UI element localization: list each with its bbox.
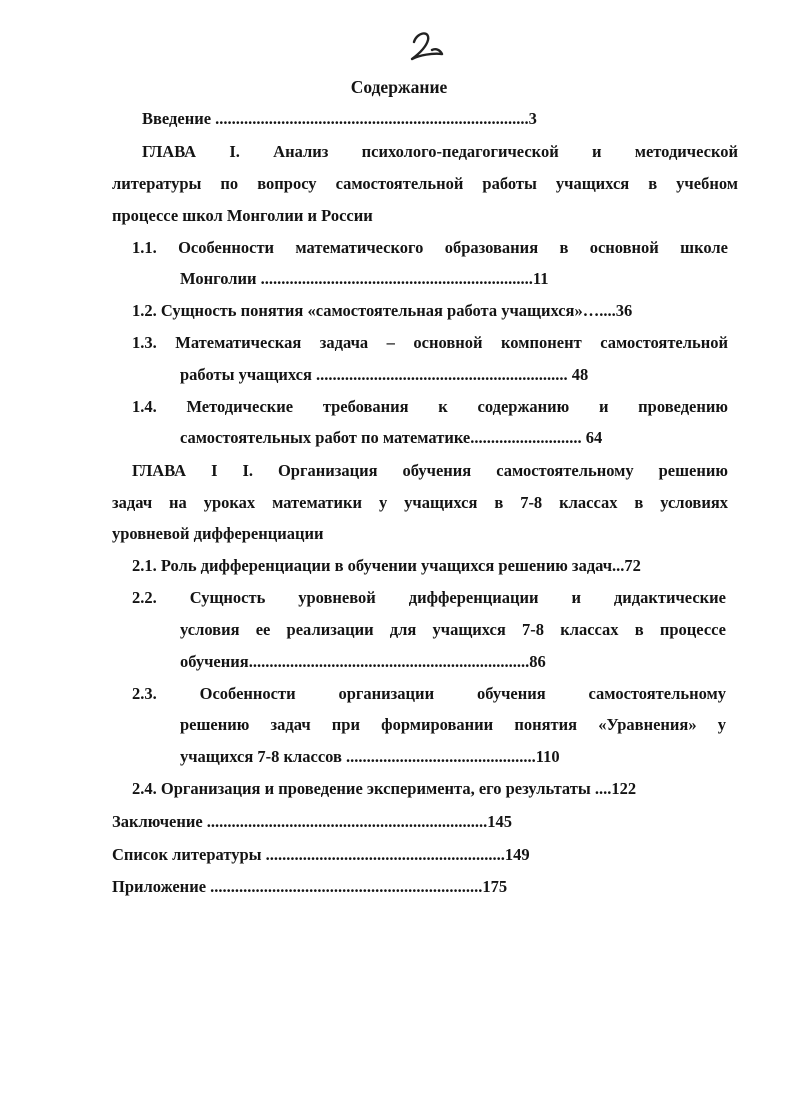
page-title: Содержание: [350, 77, 448, 97]
toc-section-1-4-line1: 1.4. Методические требования к содержанию и проведению: [132, 397, 728, 416]
toc-section-2-3-line3: учащихся 7-8 классов ..............................................110: [180, 747, 560, 766]
toc-section-1-1-line1: 1.1. Особенности математического образования в основной школе: [132, 238, 728, 257]
toc-section-1-3-line2: работы учащихся ............................................................. 48: [180, 365, 589, 384]
toc-chapter2-line2: задач на уроках математики у учащихся в 7-8 классах в условиях: [112, 493, 728, 512]
toc-chapter1-line1: [142, 141, 738, 163]
toc-section-1-1-line2: Монголии ..................................................................11: [180, 269, 549, 288]
toc-section-1-3-line1: 1.3. Математическая задача – основной компонент самостоятельной: [132, 333, 728, 352]
toc-section-2-2-line1: 2.2. Сущность уровневой дифференциации и дидактические: [132, 588, 726, 607]
toc-section-1-2: 1.2. Сущность понятия «самостоятельная работа учащихся»…....36: [132, 301, 633, 320]
toc-section-1-4-line2: самостоятельных работ по математике........................... 64: [180, 428, 603, 447]
toc-intro: Введение ............................................................................3: [142, 109, 537, 128]
chapter1-title-part1: Анализ психолого-педагогической и методической: [273, 142, 739, 161]
toc-section-2-3-line1: 2.3. Особенности организации обучения самостоятельному: [132, 684, 726, 703]
toc-chapter2-line3: уровневой дифференциации: [112, 524, 324, 543]
toc-chapter1-line3: процессе школ Монголии и России: [112, 206, 373, 225]
handwritten-page-number: [408, 28, 448, 62]
toc-section-2-2-line2: условия ее реализации для учащихся 7-8 классах в процессе: [180, 620, 726, 639]
chapter1-label: ГЛАВА I.: [142, 142, 240, 161]
toc-section-2-4: 2.4. Организация и проведение эксперимента, его результаты ....122: [132, 779, 637, 798]
toc-chapter2-line1: ГЛАВА I I. Организация обучения самостоятельному решению: [132, 461, 728, 480]
toc-appendix: Приложение ..................................................................175: [112, 877, 508, 896]
toc-chapter1-line2: литературы по вопросу самостоятельной работы учащихся в учебном: [112, 174, 738, 193]
toc-conclusion: Заключение ....................................................................145: [112, 812, 513, 831]
toc-section-2-3-line2: решению задач при формировании понятия «Уравнения» у: [180, 715, 726, 734]
toc-references: Список литературы ..........................................................149: [112, 845, 530, 864]
toc-section-2-1: 2.1. Роль дифференциации в обучении учащихся решению задач...72: [132, 556, 641, 575]
toc-section-2-2-line3: обучения....................................................................86: [180, 652, 546, 671]
